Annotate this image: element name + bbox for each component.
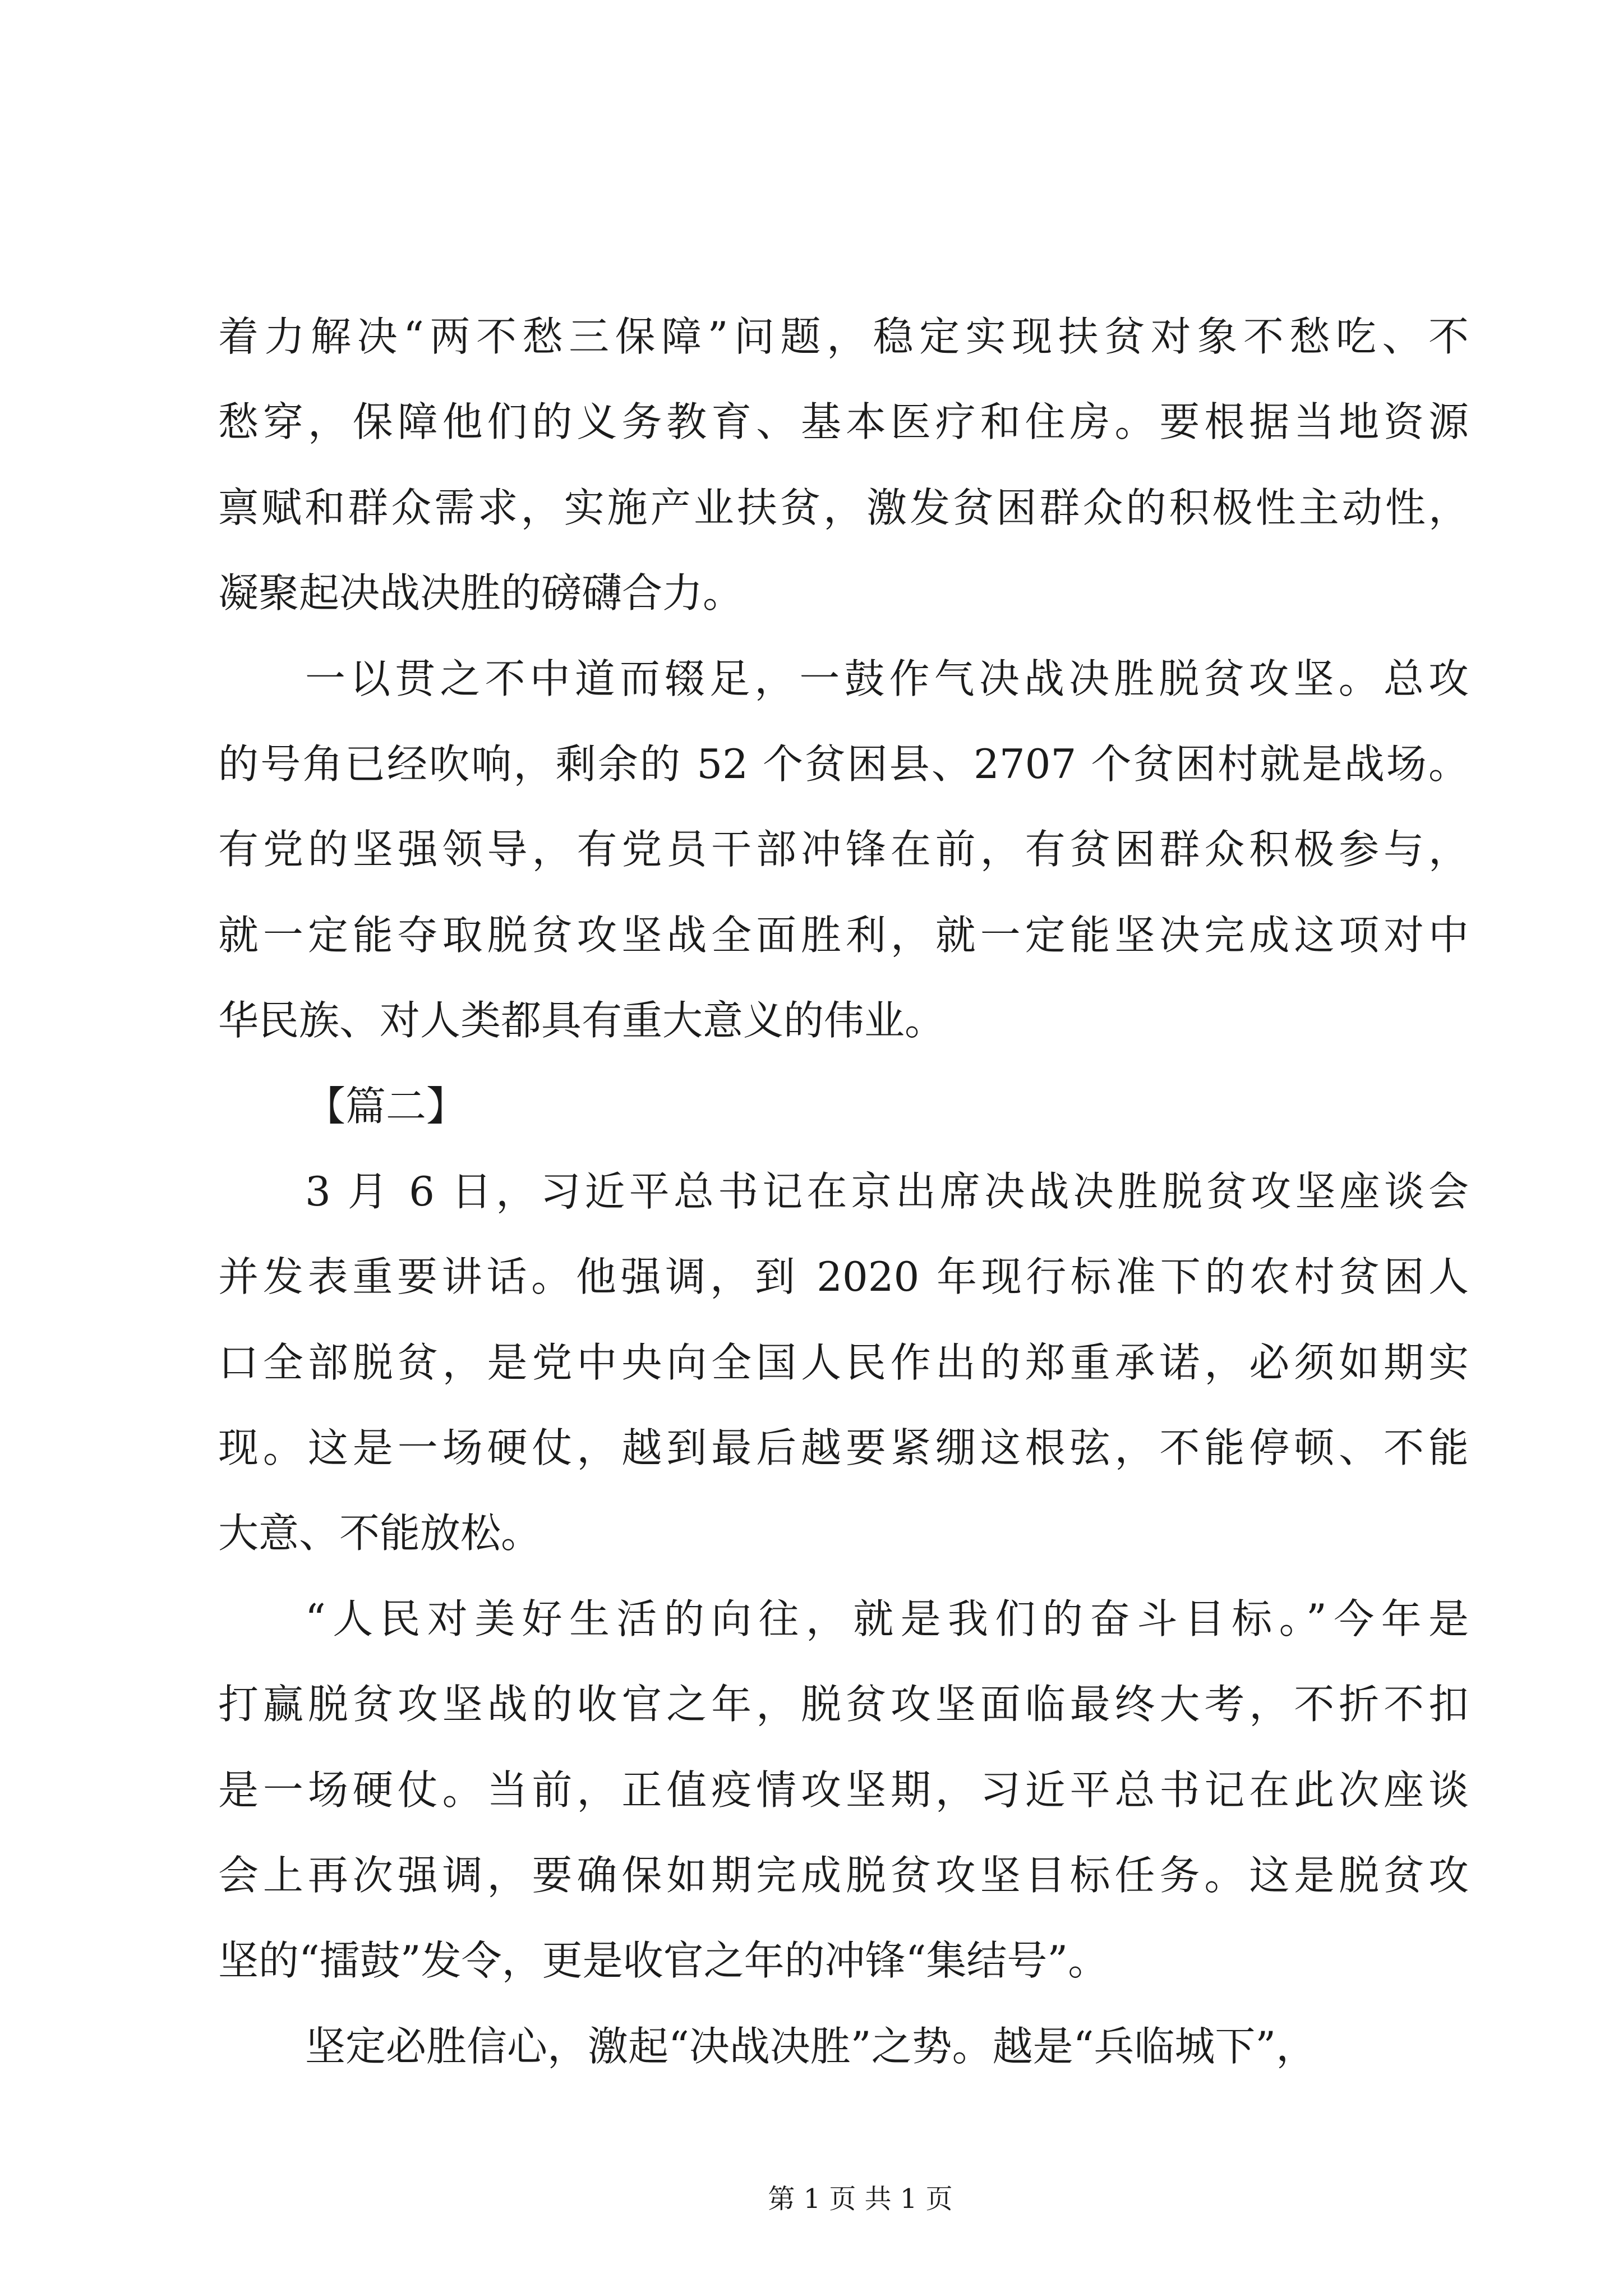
text-line: 有党的坚强领导，有党员干部冲锋在前，有贫困群众积极参与， (218, 826, 1469, 873)
text-line: 会上再次强调，要确保如期完成脱贫攻坚目标任务。这是脱贫攻 (218, 1852, 1469, 1899)
text-line: 禀赋和群众需求，实施产业扶贫，激发贫困群众的积极性主动性， (218, 484, 1469, 531)
document-body (218, 294, 1469, 2089)
page-footer: 第 1 页 共 1 页 (768, 2183, 953, 2215)
text-line: 并发表重要讲话。他强调，到 2020 年现行标准下的农村贫困人 (218, 1253, 1469, 1301)
paragraph-1 (218, 294, 1469, 636)
paragraph-3 (218, 1149, 1469, 1576)
text-line: 口全部脱贫，是党中央向全国人民作出的郑重承诺，必须如期实 (218, 1338, 1469, 1386)
text-line: 凝聚起决战决胜的磅礴合力。 (218, 569, 744, 617)
text-line: 大意、不能放松。 (218, 1510, 542, 1557)
text-line: 3 月 6 日，习近平总书记在京出席决战决胜脱贫攻坚座谈会 (305, 1167, 1469, 1215)
text-line: 愁穿，保障他们的义务教育、基本医疗和住房。要根据当地资源 (218, 398, 1469, 446)
text-line: 华民族、对人类都具有重大意义的伟业。 (218, 997, 946, 1045)
text-line: 是一场硬仗。当前，正值疫情攻坚期，习近平总书记在此次座谈 (218, 1766, 1469, 1814)
text-line: 现。这是一场硬仗，越到最后越要紧绷这根弦，不能停顿、不能 (218, 1424, 1469, 1472)
text-line: 坚定必胜信心，激起“决战决胜”之势。越是“兵临城下”， (305, 2022, 1317, 2070)
paragraph-2 (218, 636, 1469, 1064)
paragraph-5 (218, 2004, 1469, 2089)
text-line: 打赢脱贫攻坚战的收官之年，脱贫攻坚面临最终大考，不折不扣 (218, 1681, 1469, 1728)
section-title: 【篇二】 (305, 1082, 467, 1130)
text-line: 着力解决“两不愁三保障”问题，稳定实现扶贫对象不愁吃、不 (218, 313, 1469, 360)
section-heading (218, 1064, 1469, 1149)
text-line: 的号角已经吹响，剩余的 52 个贫困县、2707 个贫困村就是战场。 (218, 740, 1469, 788)
text-line: “人民对美好生活的向往，就是我们的奋斗目标。”今年是 (305, 1595, 1469, 1642)
text-line: 就一定能夺取脱贫攻坚战全面胜利，就一定能坚决完成这项对中 (218, 911, 1469, 959)
text-line: 一以贯之不中道而辍足，一鼓作气决战决胜脱贫攻坚。总攻 (305, 655, 1469, 702)
text-line: 坚的“擂鼓”发令，更是收官之年的冲锋“集结号”。 (218, 1937, 1109, 1985)
paragraph-4 (218, 1576, 1469, 2004)
